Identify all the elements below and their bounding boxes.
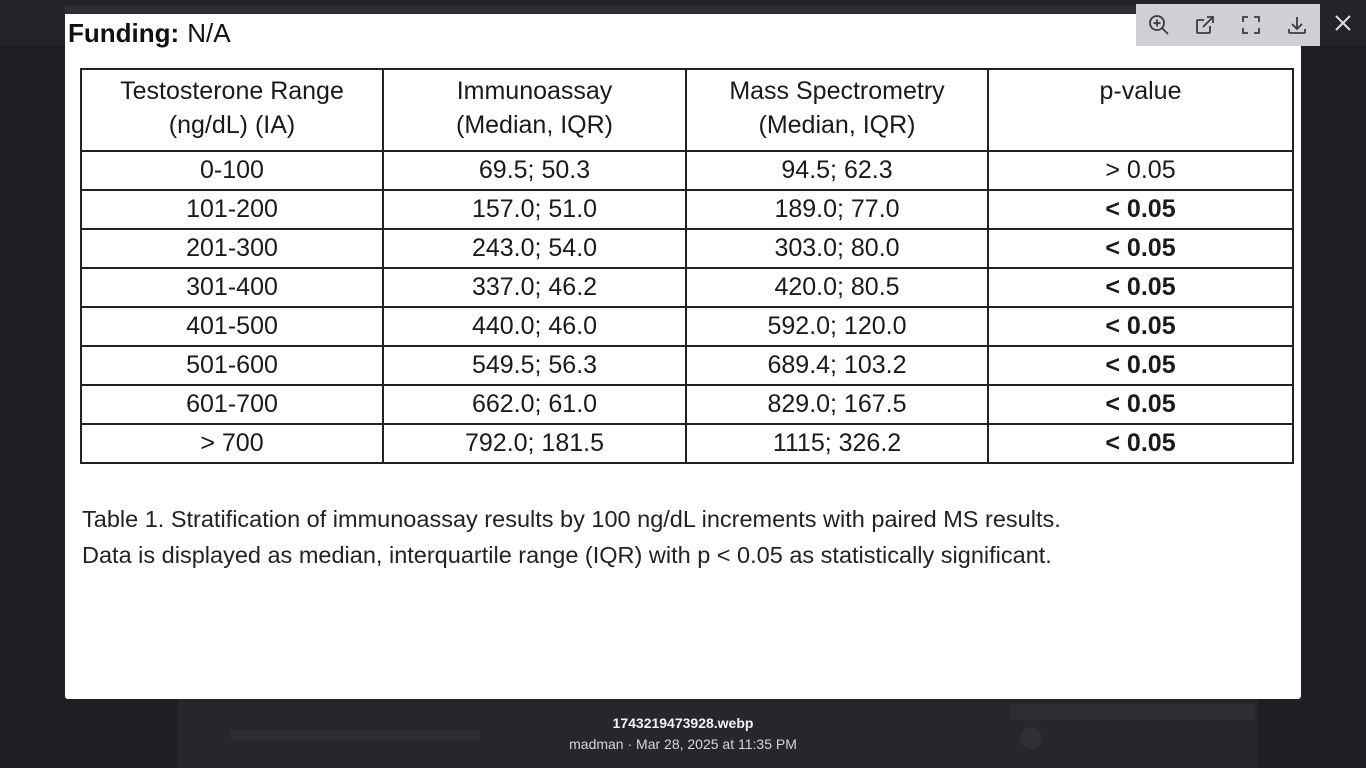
range-cell: 0-100: [81, 151, 383, 190]
close-viewer-button[interactable]: [1322, 2, 1364, 44]
mass-spec-cell: 303.0; 80.0: [686, 229, 988, 268]
image-preview: [65, 6, 1301, 699]
caption-line: Data is displayed as median, interquartile range (IQR) with p < 0.05 as statistically significant.: [82, 542, 1052, 568]
p-value-cell: < 0.05: [988, 424, 1293, 463]
header-mass-spectrometry: Mass Spectrometry (Median, IQR): [686, 69, 988, 151]
immunoassay-cell: 337.0; 46.2: [383, 268, 686, 307]
fullscreen-button[interactable]: [1228, 4, 1274, 46]
immunoassay-cell: 662.0; 61.0: [383, 385, 686, 424]
immunoassay-cell: 69.5; 50.3: [383, 151, 686, 190]
header-testosterone-range: Testosterone Range (ng/dL) (IA): [81, 69, 383, 151]
zoom-in-icon: [1148, 14, 1170, 36]
range-cell: 401-500: [81, 307, 383, 346]
mass-spec-cell: 689.4; 103.2: [686, 346, 988, 385]
table-row: [81, 385, 1293, 424]
image-footer: [0, 712, 1366, 754]
range-cell: 101-200: [81, 190, 383, 229]
table-caption: [82, 501, 1292, 573]
image-top-edge: [65, 6, 1301, 14]
table-row: [81, 229, 1293, 268]
immunoassay-cell: 792.0; 181.5: [383, 424, 686, 463]
immunoassay-cell: 157.0; 51.0: [383, 190, 686, 229]
p-value-cell: < 0.05: [988, 229, 1293, 268]
results-table: [80, 68, 1294, 464]
open-external-icon: [1194, 14, 1216, 36]
table-row: [81, 424, 1293, 463]
header-immunoassay: Immunoassay (Median, IQR): [383, 69, 686, 151]
table-row: [81, 268, 1293, 307]
table-header-row: [81, 69, 1293, 151]
range-cell: > 700: [81, 424, 383, 463]
image-meta: madman · Mar 28, 2025 at 11:35 PM: [569, 736, 797, 752]
open-in-browser-button[interactable]: [1182, 4, 1228, 46]
zoom-in-button[interactable]: [1136, 4, 1182, 46]
table-row: [81, 190, 1293, 229]
mass-spec-cell: 94.5; 62.3: [686, 151, 988, 190]
mass-spec-cell: 189.0; 77.0: [686, 190, 988, 229]
download-button[interactable]: [1274, 4, 1320, 46]
funding-line: [68, 18, 231, 49]
p-value-cell: > 0.05: [988, 151, 1293, 190]
image-viewer-toolbar: [1136, 4, 1320, 46]
caption-line: Table 1. Stratification of immunoassay results by 100 ng/dL increments with paired MS results.: [82, 506, 1061, 532]
funding-label: Funding:: [68, 18, 180, 48]
immunoassay-cell: 440.0; 46.0: [383, 307, 686, 346]
p-value-cell: < 0.05: [988, 346, 1293, 385]
mass-spec-cell: 420.0; 80.5: [686, 268, 988, 307]
table-row: [81, 346, 1293, 385]
p-value-cell: < 0.05: [988, 385, 1293, 424]
close-icon: [1333, 13, 1353, 33]
immunoassay-cell: 243.0; 54.0: [383, 229, 686, 268]
table-row: [81, 151, 1293, 190]
p-value-cell: < 0.05: [988, 268, 1293, 307]
immunoassay-cell: 549.5; 56.3: [383, 346, 686, 385]
table-row: [81, 307, 1293, 346]
range-cell: 601-700: [81, 385, 383, 424]
range-cell: 301-400: [81, 268, 383, 307]
fullscreen-icon: [1241, 15, 1261, 35]
range-cell: 201-300: [81, 229, 383, 268]
p-value-cell: < 0.05: [988, 190, 1293, 229]
download-icon: [1286, 14, 1308, 36]
image-filename[interactable]: 1743219473928.webp: [612, 715, 754, 731]
mass-spec-cell: 829.0; 167.5: [686, 385, 988, 424]
mass-spec-cell: 1115; 326.2: [686, 424, 988, 463]
header-p-value: p-value: [988, 69, 1293, 151]
p-value-cell: < 0.05: [988, 307, 1293, 346]
funding-value: N/A: [187, 18, 231, 48]
range-cell: 501-600: [81, 346, 383, 385]
mass-spec-cell: 592.0; 120.0: [686, 307, 988, 346]
